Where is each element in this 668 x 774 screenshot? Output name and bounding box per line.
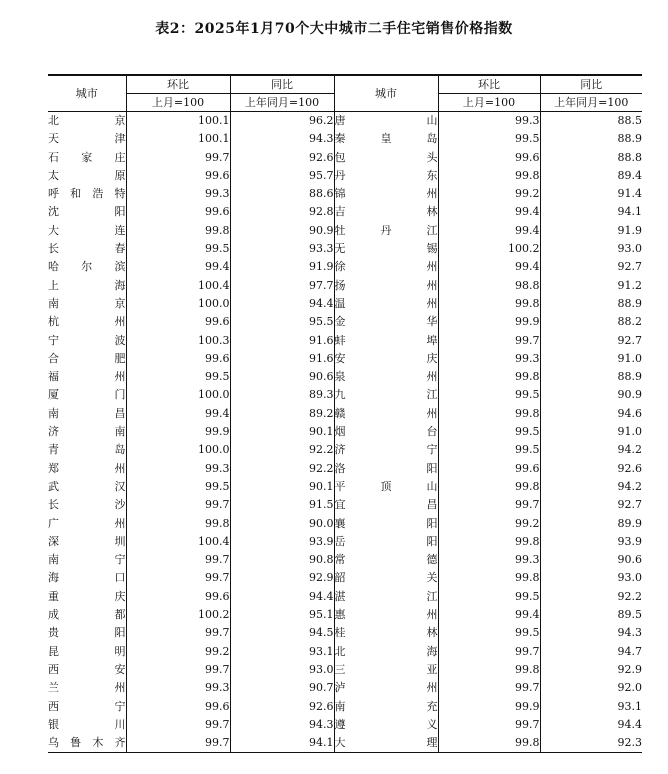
table-row — [48, 313, 642, 331]
mom-cell: 100.3 — [126, 332, 230, 350]
mom-cell: 99.4 — [438, 222, 540, 240]
city-cell: 桂林 — [334, 624, 438, 642]
city-cell: 常德 — [334, 551, 438, 569]
mom-cell: 99.5 — [438, 588, 540, 606]
yoy-cell: 94.3 — [230, 716, 334, 734]
city-cell: 包头 — [334, 149, 438, 167]
table-row — [48, 149, 642, 167]
table-body — [48, 112, 642, 753]
city-cell: 岳阳 — [334, 533, 438, 551]
city-cell: 大理 — [334, 734, 438, 753]
city-cell: 蚌埠 — [334, 332, 438, 350]
city-cell: 兰州 — [48, 681, 126, 695]
city-cell: 徐州 — [334, 258, 438, 276]
yoy-cell: 95.7 — [230, 167, 334, 185]
city-header-left: 城市 — [48, 75, 126, 112]
mom-cell: 99.4 — [126, 405, 230, 423]
table-row — [48, 130, 642, 148]
city-cell: 呼和浩特 — [48, 187, 126, 201]
city-cell: 唐山 — [334, 112, 438, 131]
city-cell: 惠州 — [334, 606, 438, 624]
mom-cell: 99.4 — [126, 258, 230, 276]
yoy-cell: 94.4 — [230, 588, 334, 606]
city-cell: 丹东 — [334, 167, 438, 185]
yoy-cell: 94.2 — [540, 478, 642, 496]
city-cell: 武汉 — [48, 479, 126, 493]
table-row — [48, 185, 642, 203]
yoy-cell: 90.9 — [230, 222, 334, 240]
city-cell: 襄阳 — [334, 515, 438, 533]
mom-cell: 99.7 — [126, 661, 230, 679]
yoy-cell: 89.9 — [540, 515, 642, 533]
city-cell: 赣州 — [334, 405, 438, 423]
yoy-cell: 90.6 — [540, 551, 642, 569]
city-cell: 天津 — [48, 132, 126, 146]
price-index-table — [48, 74, 642, 753]
mom-cell: 99.7 — [126, 496, 230, 514]
yoy-cell: 92.6 — [230, 149, 334, 167]
mom-cell: 99.8 — [438, 167, 540, 185]
city-cell: 北海 — [334, 643, 438, 661]
mom-cell: 99.6 — [438, 149, 540, 167]
mom-cell: 99.9 — [126, 423, 230, 441]
table-row — [48, 496, 642, 514]
city-cell: 银川 — [48, 717, 126, 731]
city-cell: 湛江 — [334, 588, 438, 606]
city-cell: 大连 — [48, 223, 126, 237]
mom-cell: 100.1 — [126, 112, 230, 131]
yoy-cell: 90.8 — [230, 551, 334, 569]
city-cell: 韶关 — [334, 569, 438, 587]
city-header-right: 城市 — [334, 75, 438, 112]
yoy-cell: 91.2 — [540, 277, 642, 295]
mom-base-right: 上月=100 — [438, 94, 540, 112]
mom-cell: 99.8 — [438, 295, 540, 313]
city-cell: 厦门 — [48, 388, 126, 402]
yoy-cell: 92.7 — [540, 496, 642, 514]
city-cell: 金华 — [334, 313, 438, 331]
mom-cell: 99.8 — [126, 222, 230, 240]
mom-cell: 99.8 — [438, 533, 540, 551]
yoy-cell: 92.7 — [540, 258, 642, 276]
mom-cell: 99.9 — [438, 313, 540, 331]
table-row — [48, 460, 642, 478]
mom-cell: 99.5 — [126, 240, 230, 258]
city-cell: 温州 — [334, 295, 438, 313]
mom-cell: 99.8 — [438, 734, 540, 753]
city-cell: 昆明 — [48, 644, 126, 658]
mom-cell: 100.4 — [126, 277, 230, 295]
mom-cell: 99.8 — [438, 569, 540, 587]
table-row — [48, 624, 642, 642]
mom-cell: 99.3 — [126, 460, 230, 478]
mom-cell: 98.8 — [438, 277, 540, 295]
yoy-cell: 91.0 — [540, 350, 642, 368]
yoy-base-right: 上年同月=100 — [540, 94, 642, 112]
yoy-cell: 89.4 — [540, 167, 642, 185]
mom-cell: 99.4 — [438, 258, 540, 276]
mom-cell: 99.5 — [438, 386, 540, 404]
city-cell: 烟台 — [334, 423, 438, 441]
mom-cell: 99.5 — [438, 624, 540, 642]
yoy-cell: 93.0 — [540, 569, 642, 587]
yoy-cell: 92.9 — [230, 569, 334, 587]
mom-cell: 99.3 — [438, 350, 540, 368]
yoy-header-right: 同比 — [540, 75, 642, 94]
mom-cell: 99.7 — [126, 149, 230, 167]
mom-cell: 100.0 — [126, 386, 230, 404]
yoy-header-left: 同比 — [230, 75, 334, 94]
city-cell: 宁波 — [48, 333, 126, 347]
city-cell: 深圳 — [48, 534, 126, 548]
table-row — [48, 386, 642, 404]
city-cell: 南充 — [334, 698, 438, 716]
yoy-cell: 91.5 — [230, 496, 334, 514]
mom-cell: 99.6 — [126, 698, 230, 716]
yoy-cell: 92.6 — [540, 460, 642, 478]
mom-cell: 99.6 — [438, 460, 540, 478]
yoy-cell: 93.3 — [230, 240, 334, 258]
yoy-cell: 90.1 — [230, 423, 334, 441]
table-row — [48, 643, 642, 661]
mom-cell: 99.6 — [126, 167, 230, 185]
yoy-cell: 88.8 — [540, 149, 642, 167]
mom-cell: 99.9 — [438, 698, 540, 716]
mom-cell: 99.7 — [126, 624, 230, 642]
city-cell: 太原 — [48, 168, 126, 182]
city-cell: 郑州 — [48, 461, 126, 475]
city-cell: 西宁 — [48, 699, 126, 713]
table-row — [48, 698, 642, 716]
city-cell: 济南 — [48, 425, 126, 439]
city-cell: 秦皇岛 — [334, 130, 438, 148]
yoy-cell: 94.3 — [540, 624, 642, 642]
yoy-cell: 95.1 — [230, 606, 334, 624]
mom-cell: 99.7 — [126, 716, 230, 734]
table-row — [48, 661, 642, 679]
mom-cell: 99.6 — [126, 350, 230, 368]
yoy-cell: 92.6 — [230, 698, 334, 716]
mom-cell: 99.3 — [438, 112, 540, 131]
yoy-cell: 92.3 — [540, 734, 642, 753]
city-cell: 洛阳 — [334, 460, 438, 478]
table-row — [48, 716, 642, 734]
city-cell: 泉州 — [334, 368, 438, 386]
city-cell: 九江 — [334, 386, 438, 404]
mom-cell: 99.3 — [126, 185, 230, 203]
city-cell: 重庆 — [48, 589, 126, 603]
city-cell: 福州 — [48, 370, 126, 384]
table-row — [48, 588, 642, 606]
table-row — [48, 679, 642, 697]
city-cell: 石家庄 — [48, 150, 126, 164]
mom-cell: 99.7 — [438, 332, 540, 350]
yoy-cell: 96.2 — [230, 112, 334, 131]
mom-cell: 99.7 — [126, 569, 230, 587]
mom-cell: 99.7 — [438, 496, 540, 514]
mom-cell: 99.8 — [438, 478, 540, 496]
city-cell: 沈阳 — [48, 205, 126, 219]
yoy-cell: 91.6 — [230, 350, 334, 368]
city-cell: 扬州 — [334, 277, 438, 295]
city-cell: 南昌 — [48, 406, 126, 420]
yoy-cell: 89.3 — [230, 386, 334, 404]
mom-cell: 99.3 — [438, 551, 540, 569]
table-row — [48, 277, 642, 295]
yoy-cell: 88.5 — [540, 112, 642, 131]
table-row — [48, 203, 642, 221]
table-row — [48, 533, 642, 551]
city-cell: 北京 — [48, 114, 126, 127]
table-row — [48, 405, 642, 423]
yoy-cell: 93.9 — [540, 533, 642, 551]
city-cell: 牡丹江 — [334, 222, 438, 240]
mom-cell: 99.5 — [126, 478, 230, 496]
mom-header-right: 环比 — [438, 75, 540, 94]
city-cell: 安庆 — [334, 350, 438, 368]
table-row — [48, 423, 642, 441]
mom-cell: 99.5 — [438, 423, 540, 441]
mom-cell: 100.4 — [126, 533, 230, 551]
table-row — [48, 295, 642, 313]
city-cell: 长沙 — [48, 498, 126, 512]
city-cell: 哈尔滨 — [48, 260, 126, 274]
city-cell: 海口 — [48, 571, 126, 585]
mom-cell: 99.2 — [126, 643, 230, 661]
yoy-cell: 92.2 — [540, 588, 642, 606]
yoy-cell: 90.0 — [230, 515, 334, 533]
yoy-cell: 92.2 — [230, 460, 334, 478]
mom-cell: 99.7 — [126, 551, 230, 569]
mom-header-left: 环比 — [126, 75, 230, 94]
table-row — [48, 441, 642, 459]
mom-cell: 99.5 — [126, 368, 230, 386]
yoy-cell: 90.7 — [230, 679, 334, 697]
yoy-cell: 91.9 — [540, 222, 642, 240]
city-cell: 青岛 — [48, 443, 126, 457]
table-row — [48, 222, 642, 240]
city-cell: 无锡 — [334, 240, 438, 258]
yoy-cell: 91.9 — [230, 258, 334, 276]
mom-cell: 99.2 — [438, 515, 540, 533]
table-row — [48, 569, 642, 587]
table-row — [48, 112, 642, 131]
mom-cell: 99.8 — [126, 515, 230, 533]
table-row — [48, 332, 642, 350]
mom-cell: 99.8 — [438, 405, 540, 423]
yoy-cell: 92.7 — [540, 332, 642, 350]
mom-cell: 99.4 — [438, 203, 540, 221]
yoy-cell: 92.0 — [540, 679, 642, 697]
yoy-cell: 93.0 — [540, 240, 642, 258]
table-row — [48, 350, 642, 368]
mom-cell: 99.6 — [126, 313, 230, 331]
city-cell: 南宁 — [48, 553, 126, 567]
table-row — [48, 515, 642, 533]
yoy-cell: 94.4 — [540, 716, 642, 734]
yoy-cell: 95.5 — [230, 313, 334, 331]
table-row — [48, 258, 642, 276]
yoy-cell: 88.2 — [540, 313, 642, 331]
yoy-cell: 91.0 — [540, 423, 642, 441]
table-row — [48, 368, 642, 386]
city-cell: 遵义 — [334, 716, 438, 734]
city-cell: 锦州 — [334, 185, 438, 203]
table-title: 表2：2025年1月70个大中城市二手住宅销售价格指数 — [155, 21, 513, 37]
city-cell: 西安 — [48, 662, 126, 676]
city-cell: 杭州 — [48, 315, 126, 329]
city-cell: 长春 — [48, 242, 126, 256]
yoy-cell: 94.6 — [540, 405, 642, 423]
table-row — [48, 240, 642, 258]
yoy-cell: 94.3 — [230, 130, 334, 148]
yoy-cell: 92.9 — [540, 661, 642, 679]
yoy-cell: 90.1 — [230, 478, 334, 496]
mom-cell: 99.7 — [438, 643, 540, 661]
mom-cell: 100.1 — [126, 130, 230, 148]
mom-cell: 100.2 — [126, 606, 230, 624]
mom-cell: 99.4 — [438, 606, 540, 624]
yoy-cell: 91.4 — [540, 185, 642, 203]
mom-cell: 100.2 — [438, 240, 540, 258]
yoy-cell: 89.5 — [540, 606, 642, 624]
city-cell: 济宁 — [334, 441, 438, 459]
mom-cell: 99.8 — [438, 661, 540, 679]
table-row — [48, 167, 642, 185]
table-row — [48, 478, 642, 496]
mom-cell: 99.7 — [126, 734, 230, 753]
city-cell: 吉林 — [334, 203, 438, 221]
yoy-cell: 88.9 — [540, 130, 642, 148]
yoy-cell: 90.9 — [540, 386, 642, 404]
city-cell: 三亚 — [334, 661, 438, 679]
yoy-cell: 93.1 — [540, 698, 642, 716]
city-cell: 合肥 — [48, 351, 126, 365]
yoy-cell: 94.1 — [230, 734, 334, 753]
yoy-cell: 90.6 — [230, 368, 334, 386]
mom-cell: 99.5 — [438, 441, 540, 459]
city-cell: 泸州 — [334, 679, 438, 697]
mom-cell: 99.3 — [126, 679, 230, 697]
mom-cell: 99.6 — [126, 588, 230, 606]
city-cell: 宜昌 — [334, 496, 438, 514]
yoy-cell: 88.9 — [540, 368, 642, 386]
city-cell: 上海 — [48, 278, 126, 292]
yoy-cell: 92.2 — [230, 441, 334, 459]
yoy-cell: 89.2 — [230, 405, 334, 423]
yoy-cell: 88.6 — [230, 185, 334, 203]
table-row — [48, 606, 642, 624]
city-cell: 贵阳 — [48, 626, 126, 640]
header-row-groups — [48, 75, 642, 94]
yoy-cell: 97.7 — [230, 277, 334, 295]
yoy-cell: 94.5 — [230, 624, 334, 642]
city-cell: 南京 — [48, 296, 126, 310]
table-row — [48, 551, 642, 569]
mom-cell: 99.2 — [438, 185, 540, 203]
city-cell: 乌鲁木齐 — [48, 734, 126, 753]
yoy-cell: 88.9 — [540, 295, 642, 313]
yoy-cell: 93.0 — [230, 661, 334, 679]
mom-cell: 100.0 — [126, 295, 230, 313]
yoy-cell: 94.4 — [230, 295, 334, 313]
mom-cell: 99.8 — [438, 368, 540, 386]
mom-cell: 99.5 — [438, 130, 540, 148]
city-cell: 平顶山 — [334, 478, 438, 496]
yoy-cell: 93.1 — [230, 643, 334, 661]
yoy-cell: 94.1 — [540, 203, 642, 221]
mom-base-left: 上月=100 — [126, 94, 230, 112]
yoy-cell: 93.9 — [230, 533, 334, 551]
mom-cell: 99.6 — [126, 203, 230, 221]
city-cell: 广州 — [48, 516, 126, 530]
table-row — [48, 734, 642, 753]
yoy-base-left: 上年同月=100 — [230, 94, 334, 112]
yoy-cell: 92.8 — [230, 203, 334, 221]
yoy-cell: 94.2 — [540, 441, 642, 459]
yoy-cell: 94.7 — [540, 643, 642, 661]
mom-cell: 100.0 — [126, 441, 230, 459]
city-cell: 成都 — [48, 608, 126, 622]
mom-cell: 99.7 — [438, 716, 540, 734]
yoy-cell: 91.6 — [230, 332, 334, 350]
mom-cell: 99.7 — [438, 679, 540, 697]
